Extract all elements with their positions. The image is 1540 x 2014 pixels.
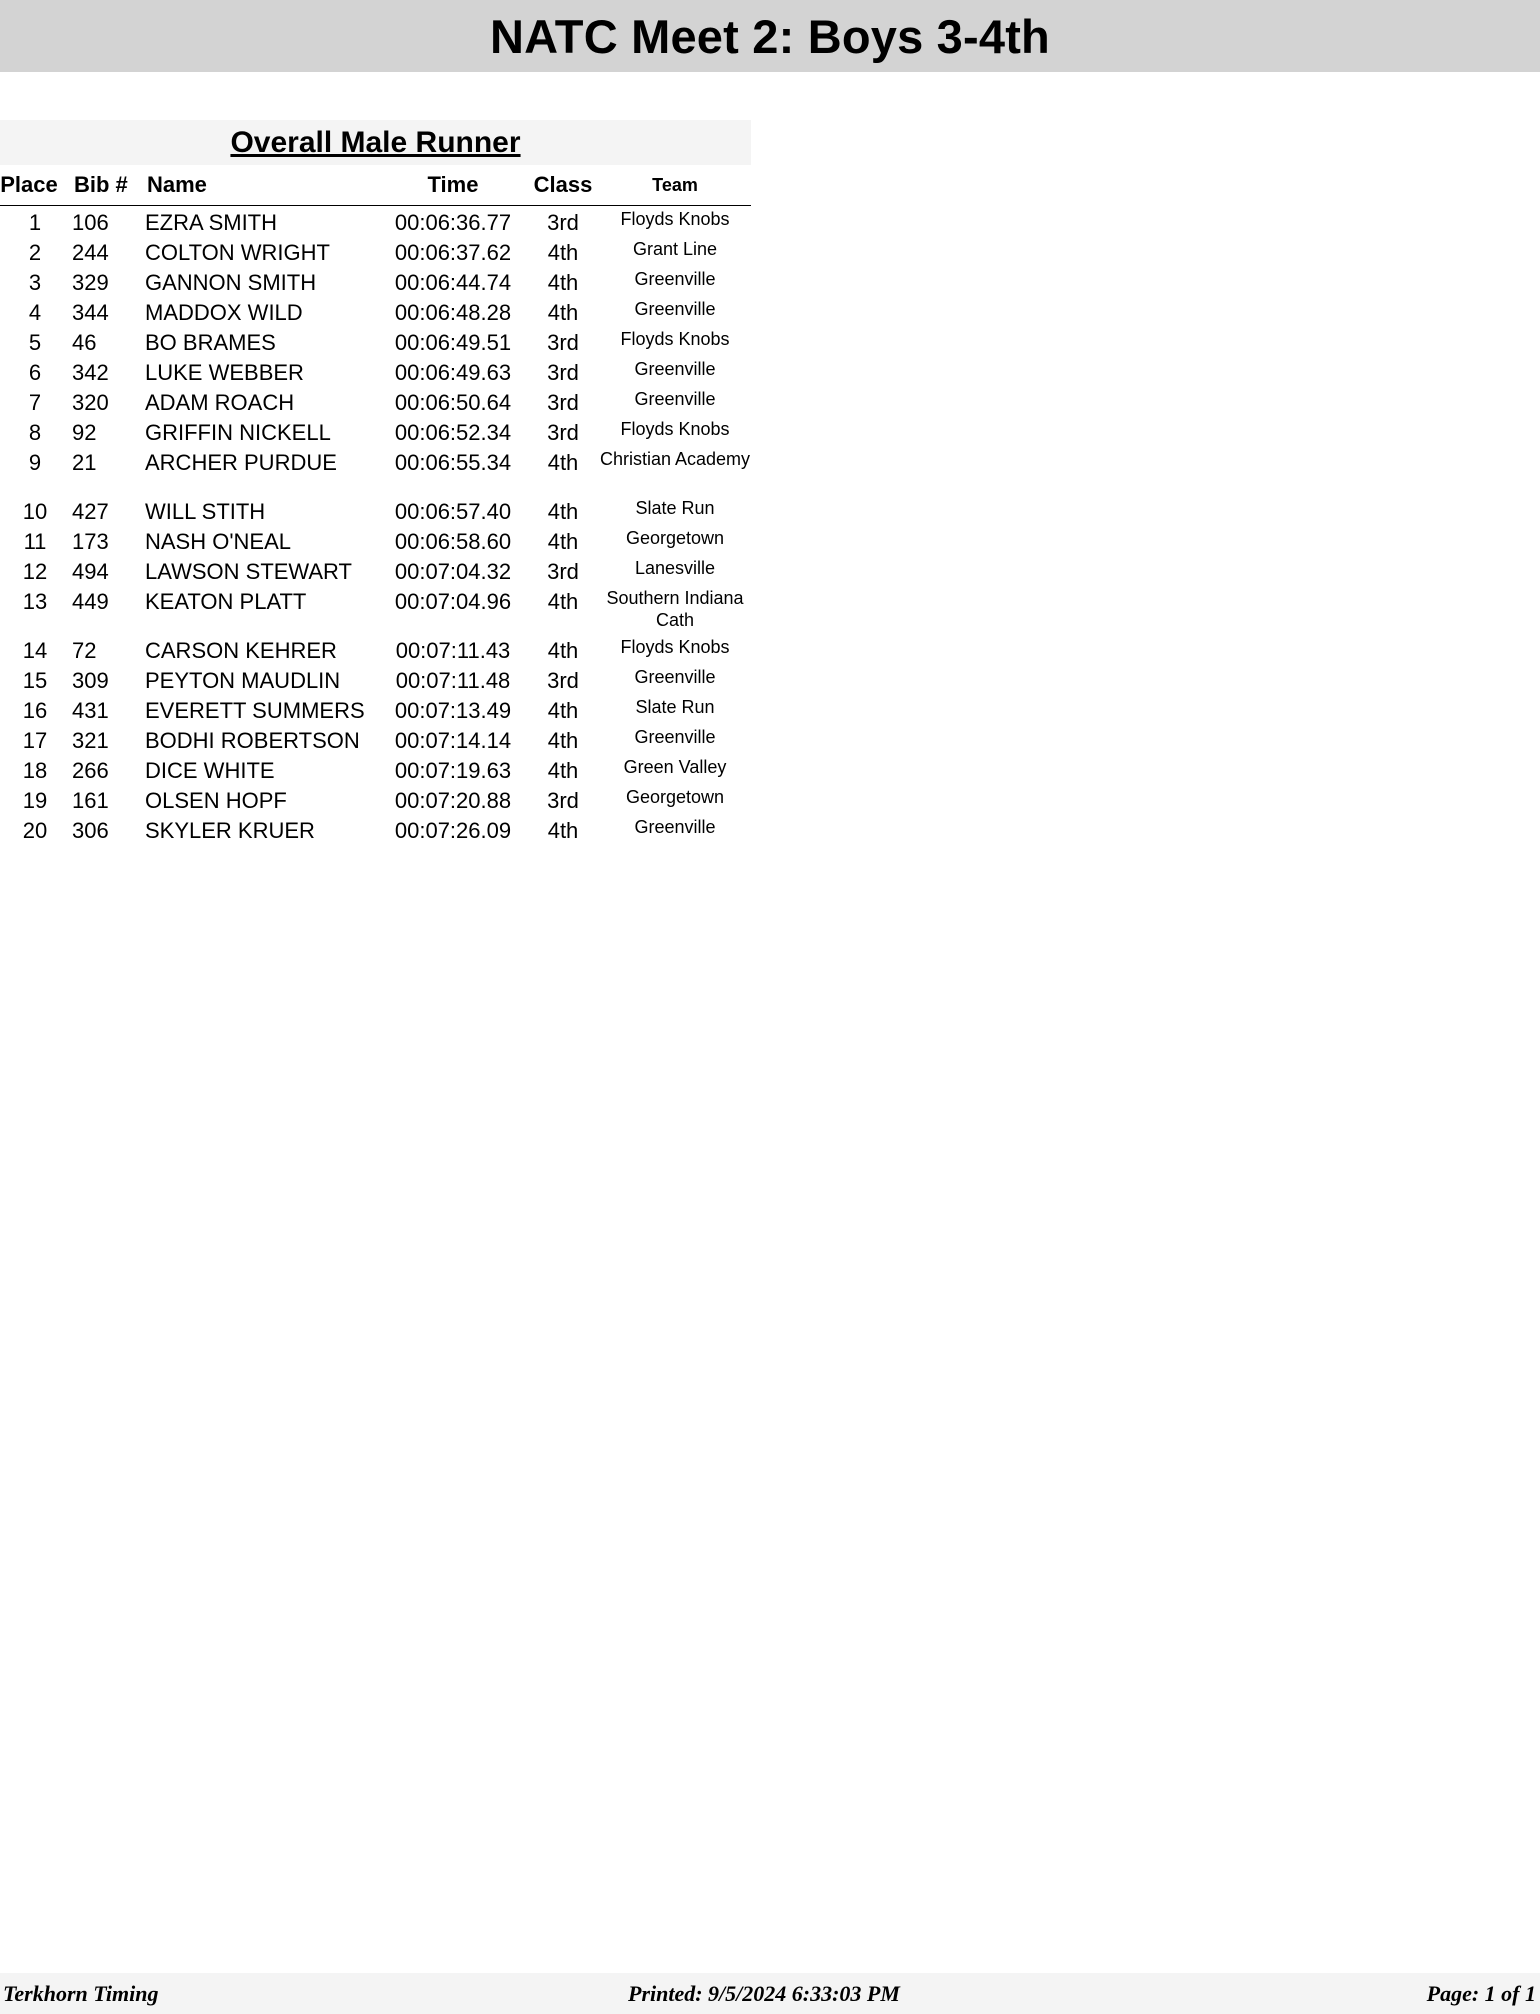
header-name: Name <box>147 172 207 197</box>
class-cell: 4th <box>547 499 579 524</box>
place-cell: 12 <box>22 559 48 584</box>
page-title: NATC Meet 2: Boys 3-4th <box>490 9 1050 63</box>
table-row <box>0 634 751 664</box>
table-row <box>0 266 751 296</box>
class-cell: 4th <box>547 589 579 614</box>
name-cell: EZRA SMITH <box>145 210 278 235</box>
place-cell: 6 <box>28 360 42 385</box>
place-cell: 15 <box>22 668 48 693</box>
place-cell: 3 <box>28 270 42 295</box>
name-cell: GANNON SMITH <box>145 270 317 295</box>
place-cell: 2 <box>28 240 42 265</box>
name-cell: COLTON WRIGHT <box>145 240 330 265</box>
footer-printed: Printed: 9/5/2024 6:33:03 PM <box>628 1980 900 2006</box>
team-cell: Greenville <box>634 359 716 379</box>
place-cell: 16 <box>22 698 48 723</box>
header-bib: Bib # <box>74 172 128 197</box>
place-cell: 9 <box>28 450 42 475</box>
class-cell: 3rd <box>547 330 579 355</box>
class-cell: 3rd <box>547 360 579 385</box>
name-cell: SKYLER KRUER <box>145 818 315 843</box>
time-cell: 00:07:04.32 <box>394 559 512 584</box>
class-cell: 4th <box>547 270 579 295</box>
table-row <box>0 386 751 416</box>
bib-cell: 266 <box>72 758 109 783</box>
name-cell: EVERETT SUMMERS <box>145 698 365 723</box>
bib-cell: 320 <box>72 390 109 415</box>
time-cell: 00:07:04.96 <box>394 589 512 614</box>
bib-cell: 494 <box>72 559 109 584</box>
time-cell: 00:06:36.77 <box>394 210 512 235</box>
name-cell: MADDOX WILD <box>145 300 303 325</box>
name-cell: KEATON PLATT <box>145 589 307 614</box>
team-cell: Georgetown <box>625 528 725 548</box>
team-cell: Georgetown <box>625 787 725 807</box>
bib-cell: 309 <box>72 668 109 693</box>
time-cell: 00:06:52.34 <box>394 420 512 445</box>
table-row <box>0 446 751 495</box>
place-cell: 4 <box>28 300 42 325</box>
class-cell: 4th <box>547 529 579 554</box>
team-cell: Greenville <box>634 389 716 409</box>
footer-bar <box>0 1973 1540 2014</box>
place-cell: 20 <box>22 818 48 843</box>
class-cell: 3rd <box>547 559 579 584</box>
place-cell: 8 <box>28 420 42 445</box>
bib-cell: 72 <box>72 638 97 663</box>
time-cell: 00:07:26.09 <box>394 818 512 843</box>
bib-cell: 321 <box>72 728 109 753</box>
table-row <box>0 525 751 555</box>
team-cell: Floyds Knobs <box>620 419 730 439</box>
class-cell: 3rd <box>547 390 579 415</box>
table-row <box>0 416 751 446</box>
team-cell: Green Valley <box>623 757 727 777</box>
place-cell: 1 <box>28 210 42 235</box>
name-cell: WILL STITH <box>145 499 266 524</box>
footer-company: Terkhorn Timing <box>3 1980 159 2006</box>
table-row <box>0 754 751 784</box>
table-row <box>0 664 751 694</box>
team-cell: Christian Academy <box>599 449 751 469</box>
header-bar <box>0 0 1540 72</box>
table-row <box>0 555 751 585</box>
class-cell: 4th <box>547 818 579 843</box>
time-cell: 00:06:49.51 <box>394 330 512 355</box>
class-cell: 3rd <box>547 668 579 693</box>
table-row <box>0 694 751 724</box>
team-cell: Floyds Knobs <box>620 637 730 657</box>
place-cell: 18 <box>22 758 48 783</box>
team-cell: Grant Line <box>632 239 718 259</box>
name-cell: ARCHER PURDUE <box>145 450 337 475</box>
time-cell: 00:07:11.43 <box>395 638 511 663</box>
header-time: Time <box>427 172 479 197</box>
time-cell: 00:06:49.63 <box>394 360 512 385</box>
class-cell: 4th <box>547 450 579 475</box>
team-cell: Slate Run <box>635 498 715 518</box>
table-row <box>0 236 751 266</box>
class-cell: 4th <box>547 698 579 723</box>
table-row <box>0 784 751 814</box>
team-cell: Greenville <box>634 727 716 747</box>
bib-cell: 106 <box>72 210 109 235</box>
header-place: Place <box>0 172 58 197</box>
bib-cell: 329 <box>72 270 109 295</box>
place-cell: 5 <box>28 330 42 355</box>
bib-cell: 306 <box>72 818 109 843</box>
bib-cell: 46 <box>72 330 97 355</box>
table-row <box>0 724 751 754</box>
bib-cell: 161 <box>72 788 109 813</box>
time-cell: 00:07:19.63 <box>394 758 512 783</box>
team-cell: Lanesville <box>634 558 716 578</box>
name-cell: NASH O'NEAL <box>145 529 292 554</box>
name-cell: DICE WHITE <box>145 758 275 783</box>
name-cell: GRIFFIN NICKELL <box>145 420 331 445</box>
name-cell: CARSON KEHRER <box>145 638 337 663</box>
place-cell: 11 <box>23 529 47 554</box>
name-cell: PEYTON MAUDLIN <box>145 668 341 693</box>
bib-cell: 244 <box>72 240 109 265</box>
column-headers <box>0 165 751 206</box>
table-row <box>0 585 751 634</box>
table-row <box>0 296 751 326</box>
bib-cell: 21 <box>72 450 97 475</box>
header-team: Team <box>652 175 698 195</box>
bib-cell: 342 <box>72 360 109 385</box>
time-cell: 00:06:50.64 <box>394 390 512 415</box>
name-cell: OLSEN HOPF <box>145 788 287 813</box>
header-class: Class <box>533 172 593 197</box>
results-table-body <box>0 206 751 844</box>
team-cell: Southern Indiana Cath <box>606 588 744 630</box>
table-row <box>0 356 751 386</box>
bib-cell: 92 <box>72 420 97 445</box>
team-cell: Floyds Knobs <box>620 329 730 349</box>
time-cell: 00:06:57.40 <box>394 499 512 524</box>
name-cell: ADAM ROACH <box>145 390 295 415</box>
name-cell: BO BRAMES <box>145 330 276 355</box>
time-cell: 00:07:20.88 <box>394 788 512 813</box>
team-cell: Greenville <box>634 269 716 289</box>
table-row <box>0 206 751 236</box>
table-row <box>0 326 751 356</box>
footer-page: Page: 1 of 1 <box>1426 1980 1536 2006</box>
place-cell: 13 <box>22 589 48 614</box>
name-cell: LAWSON STEWART <box>145 559 352 584</box>
class-cell: 3rd <box>547 210 579 235</box>
time-cell: 00:07:11.48 <box>395 668 511 693</box>
time-cell: 00:06:44.74 <box>394 270 512 295</box>
name-cell: LUKE WEBBER <box>145 360 304 385</box>
time-cell: 00:06:55.34 <box>394 450 512 475</box>
class-cell: 4th <box>547 300 579 325</box>
results-section <box>0 120 751 844</box>
time-cell: 00:06:58.60 <box>394 529 512 554</box>
team-cell: Greenville <box>634 299 716 319</box>
class-cell: 3rd <box>547 788 579 813</box>
table-row <box>0 495 751 525</box>
place-cell: 10 <box>22 499 48 524</box>
class-cell: 4th <box>547 758 579 783</box>
class-cell: 4th <box>547 638 579 663</box>
table-row <box>0 814 751 844</box>
class-cell: 4th <box>547 240 579 265</box>
team-cell: Greenville <box>634 817 716 837</box>
place-cell: 17 <box>22 728 48 753</box>
time-cell: 00:06:37.62 <box>394 240 512 265</box>
bib-cell: 427 <box>72 499 109 524</box>
class-cell: 3rd <box>547 420 579 445</box>
time-cell: 00:07:14.14 <box>394 728 512 753</box>
time-cell: 00:07:13.49 <box>394 698 512 723</box>
section-title: Overall Male Runner <box>0 120 751 165</box>
bib-cell: 344 <box>72 300 109 325</box>
bib-cell: 431 <box>72 698 109 723</box>
name-cell: BODHI ROBERTSON <box>145 728 360 753</box>
team-cell: Slate Run <box>635 697 715 717</box>
class-cell: 4th <box>547 728 579 753</box>
place-cell: 7 <box>28 390 42 415</box>
bib-cell: 173 <box>72 529 109 554</box>
team-cell: Floyds Knobs <box>620 209 730 229</box>
place-cell: 19 <box>22 788 48 813</box>
time-cell: 00:06:48.28 <box>394 300 512 325</box>
team-cell: Greenville <box>634 667 716 687</box>
place-cell: 14 <box>22 638 48 663</box>
bib-cell: 449 <box>72 589 109 614</box>
